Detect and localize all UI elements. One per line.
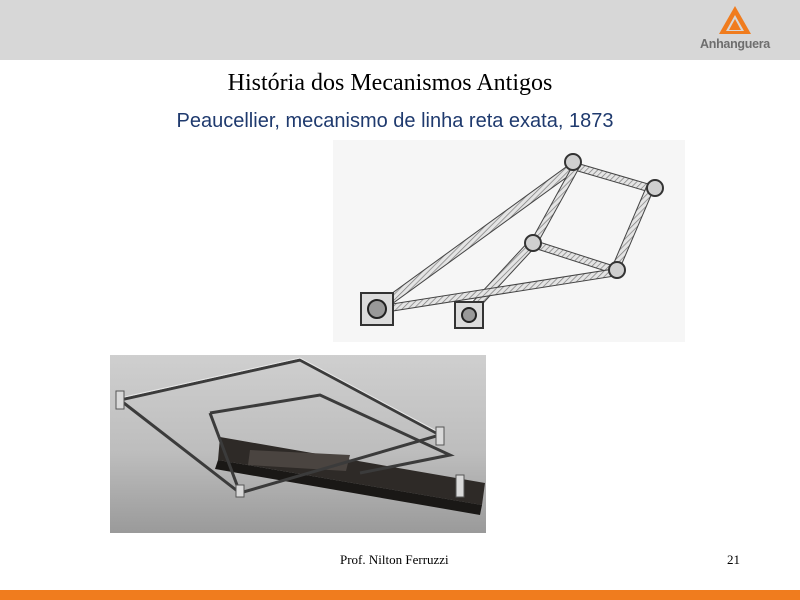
linkage-model-svg <box>110 355 486 533</box>
brand-logo <box>695 4 775 54</box>
header-band <box>0 0 800 60</box>
footer-band <box>0 590 800 600</box>
slide-subtitle: Peaucellier, mecanismo de linha reta exata, 1873 <box>176 110 614 132</box>
triangle-flame-icon <box>717 4 753 36</box>
linkage-drawing-svg <box>333 140 685 342</box>
page-number: 21 <box>727 552 740 567</box>
slide-title: História dos Mecanismos Antigos <box>227 70 553 96</box>
footer-author: Prof. Nilton Ferruzzi <box>340 552 449 567</box>
linkage-model-photo <box>110 355 486 533</box>
logo-text: Anhanguera <box>700 37 770 51</box>
linkage-drawing-image <box>333 140 685 342</box>
